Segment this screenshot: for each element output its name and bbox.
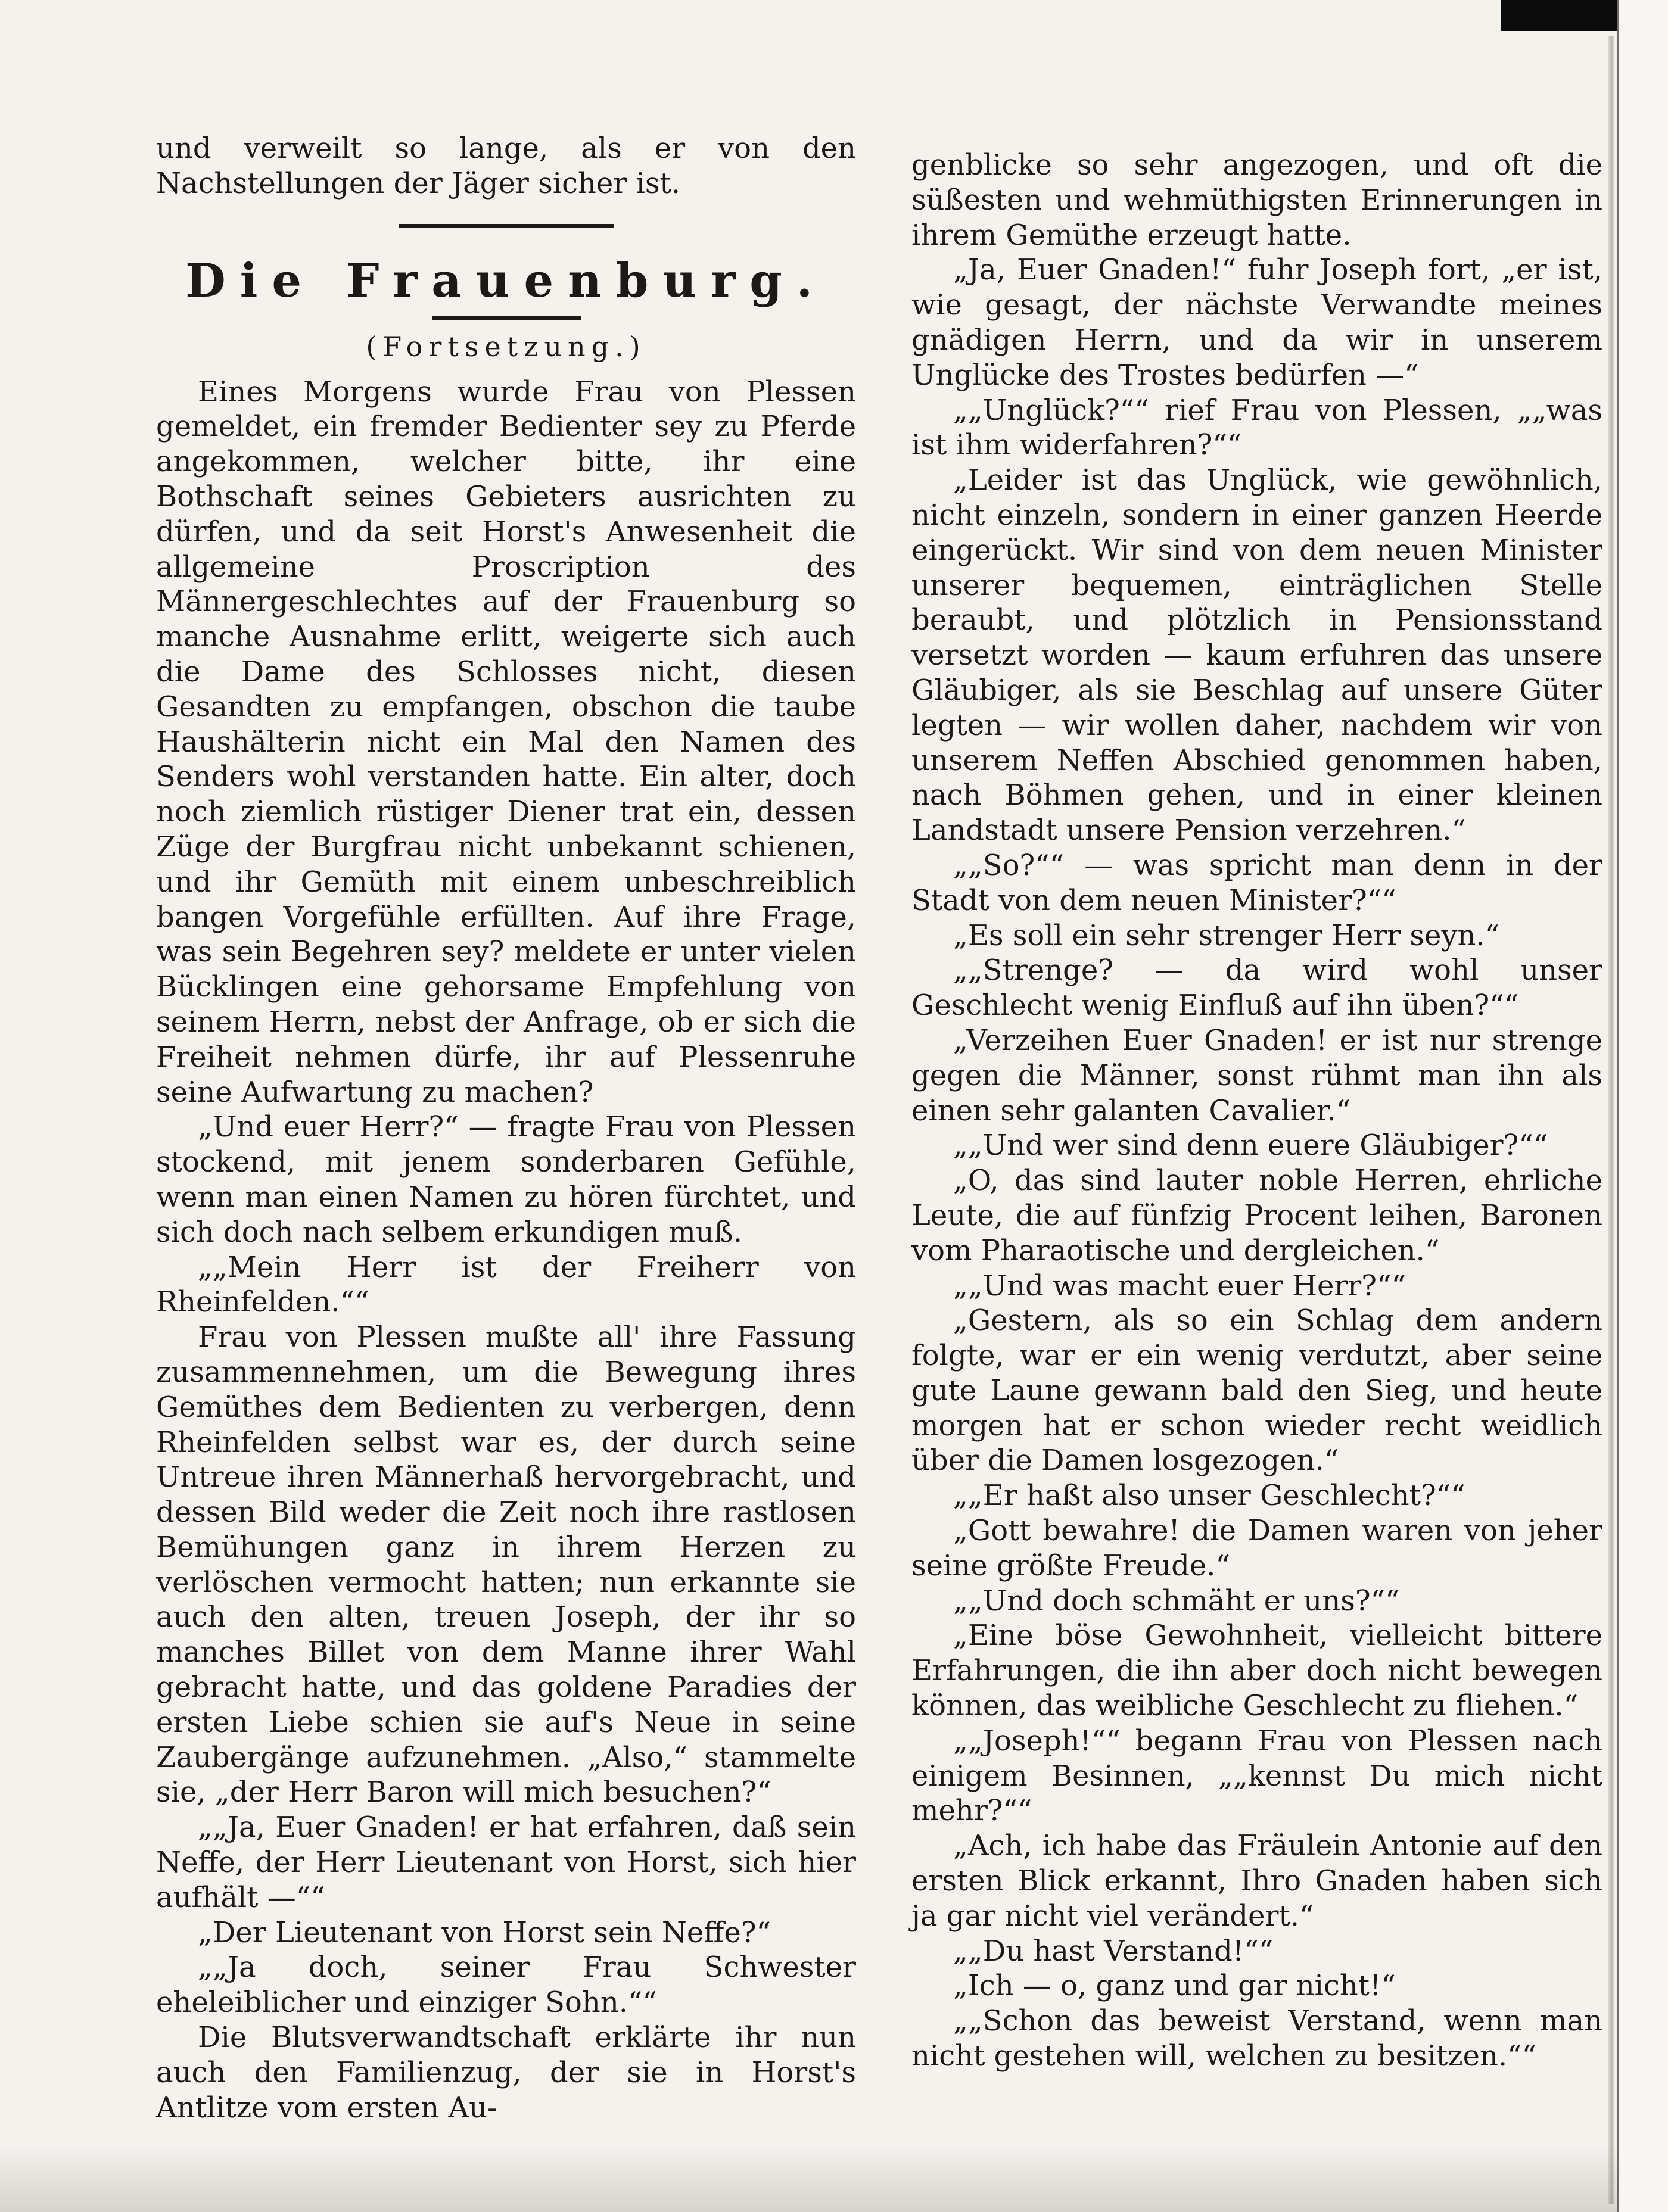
paragraph: „Leider ist das Unglück, wie gewöhnlich, nicht einzeln, sondern in einer ganzen Heerde eingerückt. Wir sind von dem neuen Minister unserer bequemen, einträglichen Stelle beraubt, und plötzlich in Pensionsstand versetzt worden — kaum erfuhren das unsere Gläubiger, als sie Beschlag auf unsere Güter legten — wir wollen daher, nachdem wir von unserem Neffen Abschied genommen haben, nach Böhmen gehen, und in einer kleinen Landstadt unsere Pension verzehren.“ bbox=[911, 463, 1602, 848]
paragraph: „„Ja doch, seiner Frau Schwester eheleiblicher und einziger Sohn.““ bbox=[156, 1951, 856, 2020]
paragraph: „Eine böse Gewohnheit, vielleicht bittere Erfahrungen, die ihn aber doch nicht bewegen können, das weibliche Geschlecht zu fliehen.“ bbox=[911, 1619, 1602, 1723]
paragraph: „Gestern, als so ein Schlag dem andern folgte, war er ein wenig verdutzt, aber seine gute Laune gewann bald den Sieg, und heute morgen hat er schon wieder recht weidlich über die Damen losgezogen.“ bbox=[911, 1304, 1602, 1478]
paragraph: „„Und doch schmäht er uns?““ bbox=[953, 1584, 1400, 1618]
paragraph: Die Blutsverwandtschaft erklärte ihr nun auch den Familienzug, der sie in Horst's Antlitze vom ersten Au- bbox=[156, 2021, 856, 2124]
article-subtitle: (Fortsetzung.) bbox=[366, 330, 646, 363]
paragraph: „„Joseph!““ begann Frau von Plessen nach einigem Besinnen, „„kennst Du mich nicht mehr?““ bbox=[911, 1724, 1602, 1828]
paragraph: „Der Lieutenant von Horst sein Neffe?“ bbox=[198, 1915, 771, 1949]
paragraph: Eines Morgens wurde Frau von Plessen gemeldet, ein fremder Bedienter sey zu Pferde angekommen, welcher bitte, ihr eine Bothschaft seines Gebieters ausrichten zu dürfen, und da seit Horst's Anwesenheit die allgemeine Proscription des Männergeschlechtes auf der Frauenburg so manche Ausnahme erlitt, weigerte sich auch die Dame des Schlosses nicht, diesen Gesandten zu empfangen, obschon die taube Haushälterin nicht ein Mal den Namen des Senders wohl verstanden hatte. Ein alter, doch noch ziemlich rüstiger Diener trat ein, dessen Züge der Burgfrau nicht unbekannt schienen, und ihr Gemüth mit einem unbeschreiblich bangen Vorgefühle erfüllten. Auf ihre Frage, was sein Begehren sey? meldete er unter vielen Bücklingen eine gehorsame Empfehlung von seinem Herrn, nebst der Anfrage, ob er sich die Freiheit nehmen dürfe, ihr auf Plessenruhe seine Aufwartung zu machen? bbox=[156, 375, 856, 1109]
paragraph: „Ach, ich habe das Fräulein Antonie auf den ersten Blick erkannt, Ihro Gnaden haben sich ja gar nicht viel verändert.“ bbox=[911, 1829, 1602, 1933]
paragraph: „Ich — o, ganz und gar nicht!“ bbox=[953, 1969, 1396, 2003]
title-underline bbox=[432, 316, 581, 320]
paragraph-continued: genblicke so sehr angezogen, und oft die süßesten und wehmüthigsten Erinnerungen in ihrem Gemüthe erzeugt hatte. bbox=[911, 148, 1602, 252]
paragraph: „„Strenge? — da wird wohl unser Geschlecht wenig Einfluß auf ihn üben?““ bbox=[911, 954, 1602, 1023]
page-bottom-shade bbox=[0, 2144, 1617, 2212]
paragraph: „Und euer Herr?“ — fragte Frau von Plessen stockend, mit jenem sonderbaren Gefühle, wenn man einen Namen zu hören fürchtet, und sich doch nach selbem erkundigen muß. bbox=[156, 1110, 856, 1249]
paragraph: „Verzeihen Euer Gnaden! er ist nur strenge gegen die Männer, sonst rühmt man ihn als einen sehr galanten Cavalier.“ bbox=[911, 1023, 1602, 1127]
paragraph: „„Schon das beweist Verstand, wenn man nicht gestehen will, welchen zu besitzen.““ bbox=[911, 2004, 1602, 2073]
paragraph: „„Ja, Euer Gnaden! er hat erfahren, daß sein Neffe, der Herr Lieutenant von Horst, sich hier aufhält —““ bbox=[156, 1811, 856, 1914]
paragraph: „„Du hast Verstand!““ bbox=[953, 1934, 1274, 1968]
paragraph: „„Und wer sind denn euere Gläubiger?““ bbox=[953, 1129, 1548, 1163]
paragraph: „Gott bewahre! die Damen waren von jeher seine größte Freude.“ bbox=[911, 1514, 1602, 1582]
paragraph: „„So?““ — was spricht man denn in der Stadt von dem neuen Minister?““ bbox=[911, 848, 1602, 917]
section-divider bbox=[399, 224, 614, 228]
paragraph: „Ja, Euer Gnaden!“ fuhr Joseph fort, „er ist, wie gesagt, der nächste Verwandte meines gnädigen Herrn, und da wir in unserem Unglücke des Trostes bedürfen —“ bbox=[911, 253, 1602, 392]
paragraph: „„Und was macht euer Herr?““ bbox=[953, 1269, 1406, 1303]
paragraph: „„Er haßt also unser Geschlecht?““ bbox=[953, 1479, 1465, 1513]
left-column bbox=[156, 131, 856, 2125]
paragraph: „„Unglück?““ rief Frau von Plessen, „„was ist ihm widerfahren?““ bbox=[911, 393, 1602, 462]
page-gutter-shadow bbox=[1608, 36, 1614, 2204]
paragraph: „„Mein Herr ist der Freiherr von Rheinfelden.““ bbox=[156, 1250, 856, 1319]
paragraph: „Es soll ein sehr strenger Herr seyn.“ bbox=[953, 918, 1500, 952]
right-column bbox=[911, 148, 1602, 2074]
article-title: Die Frauenburg. bbox=[185, 253, 827, 308]
paragraph: „O, das sind lauter noble Herren, ehrliche Leute, die auf fünfzig Procent leihen, Baronen vom Pharaotische und dergleichen.“ bbox=[911, 1164, 1602, 1267]
paragraph-continued: und verweilt so lange, als er von den Nachstellungen der Jäger sicher ist. bbox=[156, 132, 856, 200]
next-page-edge bbox=[1617, 0, 1668, 2212]
paragraph: Frau von Plessen mußte all' ihre Fassung zusammennehmen, um die Bewegung ihres Gemüthes dem Bedienten zu verbergen, denn Rheinfelden selbst war es, der durch seine Untreue ihren Männerhaß hervorgebracht, und dessen Bild weder die Zeit noch ihre rastlosen Bemühungen ganz in ihrem Herzen zu verlöschen vermocht hatten; nun erkannte sie auch den alten, treuen Joseph, der ihr so manches Billet von dem Manne ihrer Wahl gebracht hatte, und das goldene Paradies der ersten Liebe schien sie auf's Neue in seine Zaubergänge aufzunehmen. „Also,“ stammelte sie, „der Herr Baron will mich besuchen?“ bbox=[156, 1320, 856, 1809]
